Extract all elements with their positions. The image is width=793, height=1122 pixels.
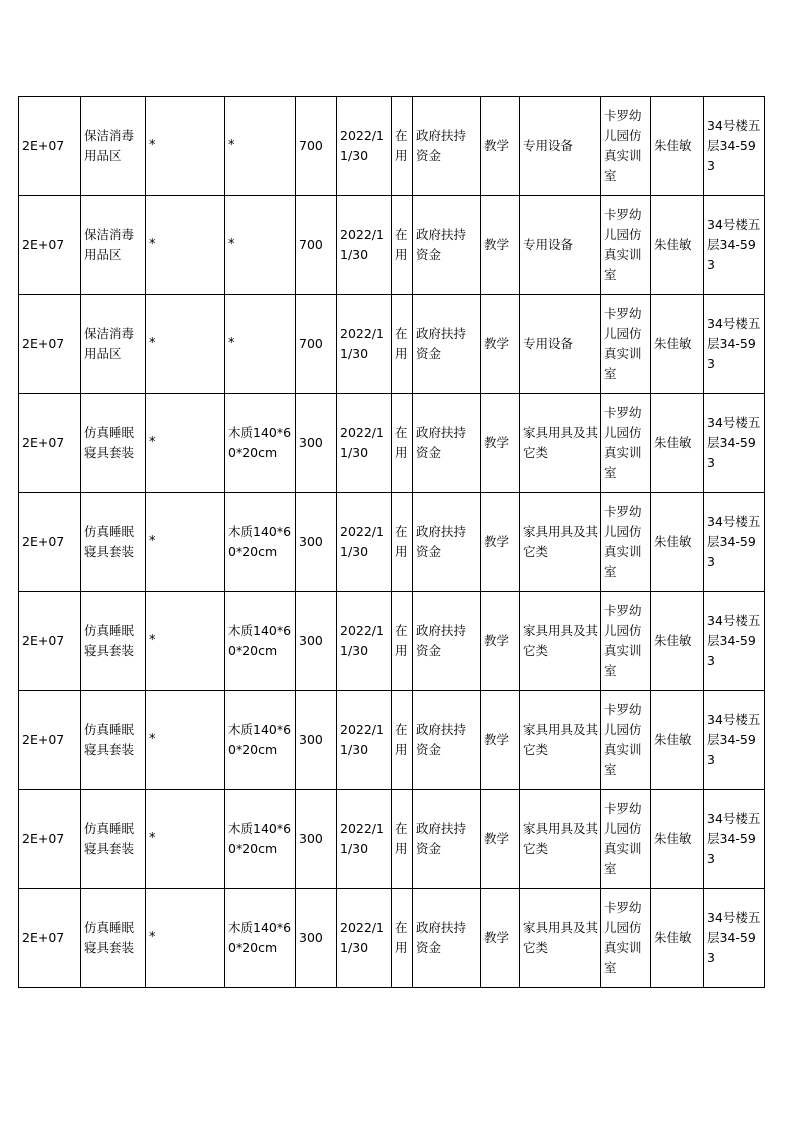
cell-brand: *	[146, 493, 225, 592]
cell-dept: 卡罗幼儿园仿真实训室	[601, 97, 651, 196]
cell-id: 2E+07	[19, 295, 81, 394]
cell-brand: *	[146, 196, 225, 295]
cell-brand: *	[146, 97, 225, 196]
cell-status: 在用	[392, 196, 413, 295]
cell-category: 家具用具及其它类	[520, 592, 601, 691]
cell-keeper: 朱佳敏	[651, 889, 704, 988]
cell-funding: 政府扶持资金	[413, 790, 481, 889]
table-row	[19, 691, 765, 790]
cell-name: 仿真睡眠寝具套装	[81, 691, 146, 790]
cell-funding: 政府扶持资金	[413, 592, 481, 691]
cell-keeper: 朱佳敏	[651, 493, 704, 592]
table-row	[19, 295, 765, 394]
cell-date: 2022/11/30	[337, 196, 392, 295]
cell-id: 2E+07	[19, 196, 81, 295]
cell-brand: *	[146, 394, 225, 493]
cell-id: 2E+07	[19, 790, 81, 889]
cell-status: 在用	[392, 493, 413, 592]
cell-use: 教学	[481, 493, 520, 592]
cell-keeper: 朱佳敏	[651, 295, 704, 394]
cell-date: 2022/11/30	[337, 691, 392, 790]
cell-use: 教学	[481, 97, 520, 196]
cell-use: 教学	[481, 889, 520, 988]
cell-location: 34号楼五层34-593	[704, 889, 765, 988]
cell-funding: 政府扶持资金	[413, 889, 481, 988]
cell-location: 34号楼五层34-593	[704, 196, 765, 295]
cell-name: 仿真睡眠寝具套装	[81, 592, 146, 691]
cell-funding: 政府扶持资金	[413, 196, 481, 295]
cell-keeper: 朱佳敏	[651, 394, 704, 493]
cell-keeper: 朱佳敏	[651, 691, 704, 790]
cell-use: 教学	[481, 295, 520, 394]
table-row	[19, 889, 765, 988]
cell-brand: *	[146, 889, 225, 988]
cell-id: 2E+07	[19, 394, 81, 493]
cell-date: 2022/11/30	[337, 592, 392, 691]
cell-spec: 木质140*60*20cm	[225, 493, 296, 592]
cell-category: 家具用具及其它类	[520, 394, 601, 493]
table-row	[19, 394, 765, 493]
cell-status: 在用	[392, 592, 413, 691]
cell-price: 300	[296, 790, 337, 889]
cell-keeper: 朱佳敏	[651, 97, 704, 196]
cell-spec: 木质140*60*20cm	[225, 889, 296, 988]
cell-id: 2E+07	[19, 493, 81, 592]
cell-status: 在用	[392, 295, 413, 394]
cell-brand: *	[146, 592, 225, 691]
cell-category: 家具用具及其它类	[520, 691, 601, 790]
cell-status: 在用	[392, 394, 413, 493]
cell-spec: *	[225, 196, 296, 295]
cell-dept: 卡罗幼儿园仿真实训室	[601, 394, 651, 493]
cell-funding: 政府扶持资金	[413, 394, 481, 493]
cell-funding: 政府扶持资金	[413, 493, 481, 592]
cell-category: 家具用具及其它类	[520, 889, 601, 988]
cell-location: 34号楼五层34-593	[704, 394, 765, 493]
cell-name: 仿真睡眠寝具套装	[81, 889, 146, 988]
cell-name: 保洁消毒用品区	[81, 97, 146, 196]
cell-use: 教学	[481, 592, 520, 691]
cell-use: 教学	[481, 196, 520, 295]
cell-name: 保洁消毒用品区	[81, 196, 146, 295]
cell-date: 2022/11/30	[337, 97, 392, 196]
cell-spec: 木质140*60*20cm	[225, 691, 296, 790]
cell-spec: *	[225, 97, 296, 196]
cell-date: 2022/11/30	[337, 493, 392, 592]
cell-category: 家具用具及其它类	[520, 493, 601, 592]
cell-use: 教学	[481, 691, 520, 790]
cell-dept: 卡罗幼儿园仿真实训室	[601, 691, 651, 790]
cell-location: 34号楼五层34-593	[704, 97, 765, 196]
cell-category: 专用设备	[520, 97, 601, 196]
cell-funding: 政府扶持资金	[413, 691, 481, 790]
cell-spec: 木质140*60*20cm	[225, 790, 296, 889]
cell-price: 700	[296, 295, 337, 394]
cell-name: 仿真睡眠寝具套装	[81, 790, 146, 889]
cell-funding: 政府扶持资金	[413, 295, 481, 394]
asset-table	[18, 96, 765, 988]
cell-date: 2022/11/30	[337, 889, 392, 988]
cell-spec: *	[225, 295, 296, 394]
cell-price: 700	[296, 97, 337, 196]
cell-use: 教学	[481, 790, 520, 889]
cell-dept: 卡罗幼儿园仿真实训室	[601, 493, 651, 592]
cell-name: 仿真睡眠寝具套装	[81, 493, 146, 592]
cell-dept: 卡罗幼儿园仿真实训室	[601, 592, 651, 691]
cell-location: 34号楼五层34-593	[704, 790, 765, 889]
cell-keeper: 朱佳敏	[651, 592, 704, 691]
table-body	[19, 97, 765, 988]
cell-date: 2022/11/30	[337, 790, 392, 889]
cell-keeper: 朱佳敏	[651, 790, 704, 889]
cell-status: 在用	[392, 691, 413, 790]
cell-location: 34号楼五层34-593	[704, 592, 765, 691]
cell-price: 300	[296, 493, 337, 592]
cell-category: 专用设备	[520, 295, 601, 394]
table-row	[19, 592, 765, 691]
cell-price: 300	[296, 592, 337, 691]
cell-id: 2E+07	[19, 592, 81, 691]
cell-brand: *	[146, 790, 225, 889]
cell-category: 专用设备	[520, 196, 601, 295]
table-row	[19, 196, 765, 295]
cell-funding: 政府扶持资金	[413, 97, 481, 196]
cell-date: 2022/11/30	[337, 295, 392, 394]
cell-price: 300	[296, 394, 337, 493]
cell-name: 保洁消毒用品区	[81, 295, 146, 394]
cell-status: 在用	[392, 790, 413, 889]
cell-category: 家具用具及其它类	[520, 790, 601, 889]
cell-price: 300	[296, 691, 337, 790]
cell-location: 34号楼五层34-593	[704, 691, 765, 790]
cell-price: 700	[296, 196, 337, 295]
cell-spec: 木质140*60*20cm	[225, 592, 296, 691]
cell-location: 34号楼五层34-593	[704, 295, 765, 394]
cell-date: 2022/11/30	[337, 394, 392, 493]
cell-keeper: 朱佳敏	[651, 196, 704, 295]
cell-location: 34号楼五层34-593	[704, 493, 765, 592]
cell-dept: 卡罗幼儿园仿真实训室	[601, 196, 651, 295]
cell-brand: *	[146, 295, 225, 394]
table-row	[19, 493, 765, 592]
cell-id: 2E+07	[19, 691, 81, 790]
cell-id: 2E+07	[19, 889, 81, 988]
cell-dept: 卡罗幼儿园仿真实训室	[601, 295, 651, 394]
cell-dept: 卡罗幼儿园仿真实训室	[601, 889, 651, 988]
cell-status: 在用	[392, 889, 413, 988]
cell-spec: 木质140*60*20cm	[225, 394, 296, 493]
cell-dept: 卡罗幼儿园仿真实训室	[601, 790, 651, 889]
cell-use: 教学	[481, 394, 520, 493]
cell-price: 300	[296, 889, 337, 988]
cell-status: 在用	[392, 97, 413, 196]
table-row	[19, 790, 765, 889]
cell-brand: *	[146, 691, 225, 790]
cell-name: 仿真睡眠寝具套装	[81, 394, 146, 493]
table-row	[19, 97, 765, 196]
cell-id: 2E+07	[19, 97, 81, 196]
